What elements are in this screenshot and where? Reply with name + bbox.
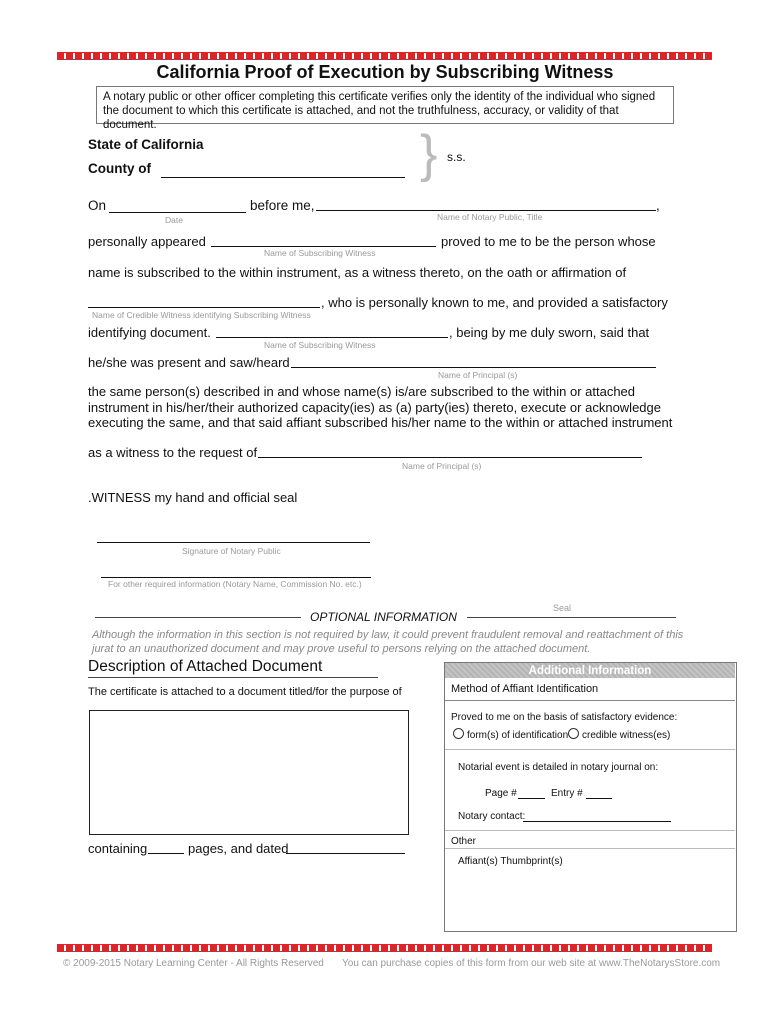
optional-note: Although the information in this section is not required by law, it could prevent fraudulent removal and reattachment of this jurat to an unauthorized document and may prove useful to persons relying on the attached document. xyxy=(92,629,684,655)
notary-name-field[interactable] xyxy=(316,210,656,211)
method-divider xyxy=(445,700,735,701)
page-field[interactable] xyxy=(518,798,545,799)
optional-heading: OPTIONAL INFORMATION xyxy=(310,610,457,624)
document-title-box[interactable] xyxy=(89,710,409,835)
pages-dated-label: pages, and dated xyxy=(188,841,289,856)
thumbprint-label: Affiant(s) Thumbprint(s) xyxy=(458,856,563,867)
thumbprint-divider xyxy=(445,848,735,849)
radio-icon[interactable] xyxy=(568,728,579,739)
principal-hint: Name of Principal (s) xyxy=(438,370,518,380)
name-subscribed-text: name is subscribed to the within instrument, as a witness thereto, on the oath or affirmation of xyxy=(88,265,627,280)
present-label: he/she was present and saw/heard xyxy=(88,355,290,370)
subscribing-witness-hint-2: Name of Subscribing Witness xyxy=(264,340,376,350)
optional-divider-right xyxy=(467,617,676,618)
other-info-field[interactable] xyxy=(101,577,371,578)
identifying-label: identifying document. xyxy=(88,325,211,340)
subscribing-witness-hint: Name of Subscribing Witness xyxy=(264,248,376,258)
comma: , xyxy=(656,198,660,213)
pages-field[interactable] xyxy=(148,853,184,854)
proved-basis-label: Proved to me on the basis of satisfactory evidence: xyxy=(451,712,678,723)
entry-field[interactable] xyxy=(586,798,612,799)
method-label: Method of Affiant Identification xyxy=(451,683,599,695)
county-field[interactable] xyxy=(161,177,405,178)
date-hint: Date xyxy=(165,215,183,225)
bottom-decorative-bar xyxy=(57,944,712,952)
contact-label: Notary contact: xyxy=(458,811,526,822)
notary-name-hint: Name of Notary Public, Title xyxy=(437,212,543,222)
journal-divider xyxy=(445,749,735,750)
on-label: On xyxy=(88,198,107,213)
forms-option[interactable] xyxy=(453,728,568,741)
other-info-hint: For other required information (Notary Name, Commission No. etc.) xyxy=(108,579,362,589)
other-label: Other xyxy=(451,836,477,847)
proved-label: proved to me to be the person whose xyxy=(441,234,656,249)
notary-signature-field[interactable] xyxy=(97,542,370,543)
attached-heading: Description of Attached Document xyxy=(88,658,323,675)
attached-purpose-label: The certificate is attached to a document titled/for the purpose of xyxy=(88,686,402,698)
state-label: State of California xyxy=(88,137,204,152)
county-label: County of xyxy=(88,161,151,176)
witness-request-label: as a witness to the request of xyxy=(88,445,258,460)
radio-icon[interactable] xyxy=(453,728,464,739)
page-label: Page # xyxy=(485,788,517,799)
seal-label: Seal xyxy=(553,603,572,613)
subscribing-witness-field[interactable] xyxy=(211,246,436,247)
additional-info-heading: Additional Information xyxy=(445,663,735,678)
top-decorative-bar xyxy=(57,52,712,60)
sworn-text: , being by me duly sworn, said that xyxy=(449,325,650,340)
ss-label: s.s. xyxy=(447,150,466,164)
subscribing-witness-field-2[interactable] xyxy=(216,337,448,338)
credible-label: credible witness(es) xyxy=(582,730,671,741)
footer-purchase: You can purchase copies of this form from our web site at www.TheNotarysStore.com xyxy=(342,958,721,969)
personally-appeared-label: personally appeared xyxy=(88,234,206,249)
principal-field-2[interactable] xyxy=(258,457,642,458)
before-me-label: before me, xyxy=(250,198,315,213)
witness-hand-text: .WITNESS my hand and official seal xyxy=(88,490,298,505)
credible-witness-field[interactable] xyxy=(88,307,320,308)
footer-copyright: © 2009-2015 Notary Learning Center - All Rights Reserved xyxy=(63,958,324,969)
credible-option[interactable] xyxy=(568,728,670,741)
capacity-paragraph: the same person(s) described in and whose name(s) is/are subscribed to the within or attached instrument in his/her/their authorized capacity(ies) as (a) party(ies) thereto, execute or acknowledge executing the same, and that said affiant subscribed his/her name to the within or attached instrument xyxy=(88,384,673,430)
date-field[interactable] xyxy=(109,212,246,213)
form-title: California Proof of Execution by Subscribing Witness xyxy=(156,62,614,82)
other-divider xyxy=(445,830,735,831)
forms-label: form(s) of identification xyxy=(467,730,569,741)
optional-divider-left xyxy=(95,617,301,618)
containing-label: containing xyxy=(88,841,148,856)
attached-heading-underline xyxy=(88,677,378,678)
dated-field[interactable] xyxy=(286,853,405,854)
entry-label: Entry # xyxy=(551,788,583,799)
credible-witness-hint: Name of Credible Witness identifying Subscribing Witness xyxy=(92,310,311,320)
notice-box: A notary public or other officer completing this certificate verifies only the identity of the individual who signed the document to which this certificate is attached, and not the truthfulness, accuracy, or validity of that document. xyxy=(96,86,674,124)
who-known-text: , who is personally known to me, and provided a satisfactory xyxy=(321,295,668,310)
principal-hint-2: Name of Principal (s) xyxy=(402,461,482,471)
journal-label: Notarial event is detailed in notary journal on: xyxy=(458,762,659,773)
principal-field[interactable] xyxy=(291,367,656,368)
contact-field[interactable] xyxy=(523,821,671,822)
brace-icon: } xyxy=(420,125,438,183)
signature-hint: Signature of Notary Public xyxy=(182,546,281,556)
